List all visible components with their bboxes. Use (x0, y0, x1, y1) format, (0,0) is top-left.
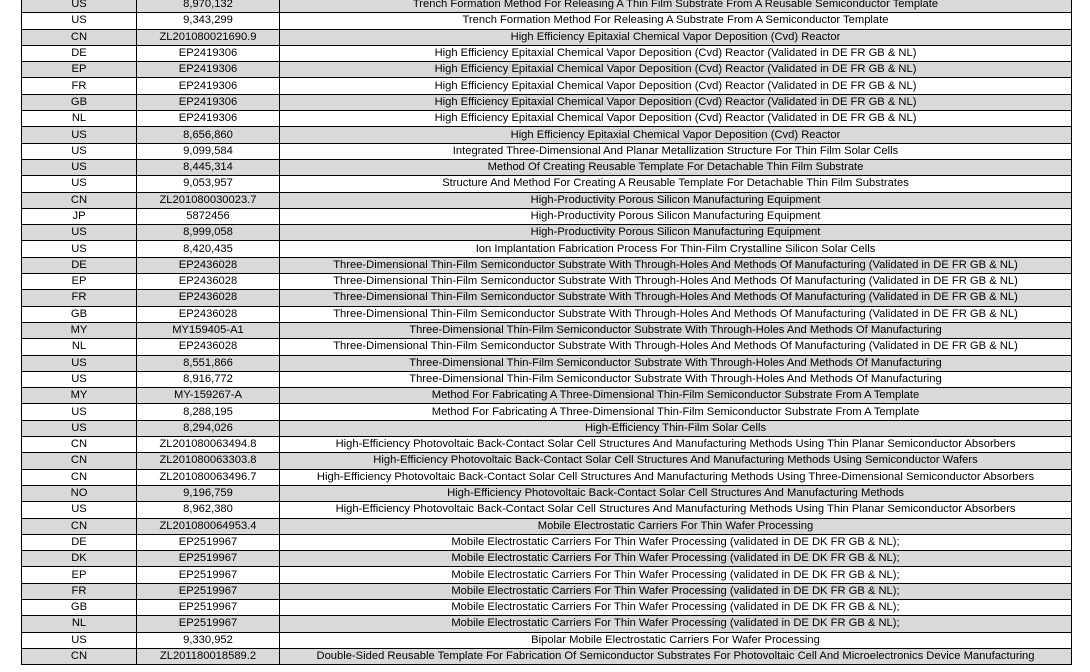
patent-number-cell: EP2419306 (137, 62, 280, 78)
patent-title-cell: Double-Sided Reusable Template For Fabrication Of Semiconductor Substrates For Photovoltaic Cell And Microelectronics Device Manufacturing (280, 648, 1072, 664)
table-row (22, 111, 1072, 127)
patent-number-cell: 9,099,584 (137, 143, 280, 159)
country-cell: CN (22, 469, 137, 485)
table-row (22, 437, 1072, 453)
patent-number-cell: EP2419306 (137, 45, 280, 61)
country-cell: DE (22, 45, 137, 61)
country-cell: US (22, 159, 137, 175)
patent-number-cell: EP2519967 (137, 616, 280, 632)
country-cell: US (22, 404, 137, 420)
table-row (22, 143, 1072, 159)
country-cell: EP (22, 567, 137, 583)
country-cell: DE (22, 534, 137, 550)
patent-number-cell: EP2519967 (137, 551, 280, 567)
patent-title-cell: High-Efficiency Photovoltaic Back-Contact Solar Cell Structures And Manufacturing Methods Using Thin Planar Semiconductor Absorbers (280, 502, 1072, 518)
table-row (22, 469, 1072, 485)
table-row (22, 274, 1072, 290)
patent-title-cell: Mobile Electrostatic Carriers For Thin Wafer Processing (validated in DE DK FR GB & NL); (280, 567, 1072, 583)
patent-number-cell: ZL201080063496.7 (137, 469, 280, 485)
patent-title-cell: High-Efficiency Photovoltaic Back-Contact Solar Cell Structures And Manufacturing Methods Using Thin Planar Semiconductor Absorbers (280, 437, 1072, 453)
country-cell: US (22, 225, 137, 241)
patent-number-cell: EP2436028 (137, 257, 280, 273)
patent-title-cell: Structure And Method For Creating A Reusable Template For Detachable Thin Film Substrates (280, 176, 1072, 192)
patent-title-cell: Ion Implantation Fabrication Process For Thin-Film Crystalline Silicon Solar Cells (280, 241, 1072, 257)
country-cell: NO (22, 485, 137, 501)
patent-title-cell: Method Of Creating Reusable Template For Detachable Thin Film Substrate (280, 159, 1072, 175)
patent-number-cell: 8,656,860 (137, 127, 280, 143)
patent-number-cell: 8,999,058 (137, 225, 280, 241)
table-row (22, 45, 1072, 61)
table-row (22, 62, 1072, 78)
country-cell: DE (22, 257, 137, 273)
patent-number-cell: EP2519967 (137, 534, 280, 550)
patent-title-cell: Three-Dimensional Thin-Film Semiconductor Substrate With Through-Holes And Methods Of Manufacturing (Validated in DE FR GB & NL) (280, 290, 1072, 306)
country-cell: FR (22, 583, 137, 599)
table-row (22, 290, 1072, 306)
patent-title-cell: High-Efficiency Photovoltaic Back-Contact Solar Cell Structures And Manufacturing Methods (280, 485, 1072, 501)
patent-number-cell: 8,551,866 (137, 355, 280, 371)
patent-title-cell: Three-Dimensional Thin-Film Semiconductor Substrate With Through-Holes And Methods Of Manufacturing (280, 322, 1072, 338)
patent-number-cell: 8,294,026 (137, 420, 280, 436)
table-row (22, 127, 1072, 143)
country-cell: US (22, 0, 137, 13)
patent-title-cell: Method For Fabricating A Three-Dimensional Thin-Film Semiconductor Substrate From A Template (280, 404, 1072, 420)
patent-title-cell: High-Productivity Porous Silicon Manufacturing Equipment (280, 208, 1072, 224)
patent-title-cell: Three-Dimensional Thin-Film Semiconductor Substrate With Through-Holes And Methods Of Manufacturing (280, 355, 1072, 371)
table-row (22, 648, 1072, 664)
country-cell: US (22, 371, 137, 387)
patent-number-cell: EP2436028 (137, 339, 280, 355)
patent-title-cell: Three-Dimensional Thin-Film Semiconductor Substrate With Through-Holes And Methods Of Manufacturing (Validated in DE FR GB & NL) (280, 339, 1072, 355)
patent-number-cell: 8,962,380 (137, 502, 280, 518)
table-row (22, 306, 1072, 322)
table-row (22, 420, 1072, 436)
table-row (22, 485, 1072, 501)
patent-number-cell: EP2519967 (137, 599, 280, 615)
patent-number-cell: MY159405-A1 (137, 322, 280, 338)
table-row (22, 599, 1072, 615)
patent-number-cell: ZL201080063494.8 (137, 437, 280, 453)
patent-number-cell: 9,343,299 (137, 13, 280, 29)
patent-title-cell: High-Productivity Porous Silicon Manufacturing Equipment (280, 225, 1072, 241)
country-cell: FR (22, 78, 137, 94)
country-cell: GB (22, 306, 137, 322)
patent-number-cell: 5872456 (137, 208, 280, 224)
table-row (22, 208, 1072, 224)
country-cell: CN (22, 437, 137, 453)
table-row (22, 176, 1072, 192)
table-row (22, 78, 1072, 94)
table-row (22, 567, 1072, 583)
table-row (22, 388, 1072, 404)
country-cell: NL (22, 111, 137, 127)
country-cell: US (22, 176, 137, 192)
patent-number-cell: EP2419306 (137, 94, 280, 110)
patent-number-cell: EP2519967 (137, 583, 280, 599)
table-row (22, 13, 1072, 29)
table-row (22, 502, 1072, 518)
patent-title-cell: High Efficiency Epitaxial Chemical Vapor Deposition (Cvd) Reactor (Validated in DE FR GB & NL) (280, 111, 1072, 127)
patent-number-cell: 8,420,435 (137, 241, 280, 257)
patent-number-cell: 9,330,952 (137, 632, 280, 648)
patent-title-cell: High Efficiency Epitaxial Chemical Vapor Deposition (Cvd) Reactor (Validated in DE FR GB & NL) (280, 45, 1072, 61)
patent-title-cell: High Efficiency Epitaxial Chemical Vapor Deposition (Cvd) Reactor (Validated in DE FR GB & NL) (280, 78, 1072, 94)
patent-number-cell: ZL201080030023.7 (137, 192, 280, 208)
country-cell: FR (22, 290, 137, 306)
patent-title-cell: Three-Dimensional Thin-Film Semiconductor Substrate With Through-Holes And Methods Of Manufacturing (Validated in DE FR GB & NL) (280, 274, 1072, 290)
patent-number-cell: 8,970,132 (137, 0, 280, 13)
country-cell: MY (22, 322, 137, 338)
country-cell: US (22, 420, 137, 436)
patent-title-cell: Mobile Electrostatic Carriers For Thin Wafer Processing (validated in DE DK FR GB & NL); (280, 534, 1072, 550)
patent-number-cell: ZL201080064953.4 (137, 518, 280, 534)
table-row (22, 339, 1072, 355)
patent-title-cell: High-Efficiency Photovoltaic Back-Contact Solar Cell Structures And Manufacturing Methods Using Three-Dimensional Semiconductor Absorbers (280, 469, 1072, 485)
patent-title-cell: Mobile Electrostatic Carriers For Thin Wafer Processing (validated in DE DK FR GB & NL); (280, 616, 1072, 632)
country-cell: US (22, 143, 137, 159)
table-row (22, 518, 1072, 534)
country-cell: GB (22, 599, 137, 615)
patent-title-cell: Integrated Three-Dimensional And Planar Metallization Structure For Thin Film Solar Cells (280, 143, 1072, 159)
patent-number-cell: 8,916,772 (137, 371, 280, 387)
patent-title-cell: High-Productivity Porous Silicon Manufacturing Equipment (280, 192, 1072, 208)
patent-number-cell: MY-159267-A (137, 388, 280, 404)
table-row (22, 0, 1072, 13)
table-row (22, 583, 1072, 599)
table-row (22, 551, 1072, 567)
table-row (22, 534, 1072, 550)
patent-number-cell: ZL201180018589.2 (137, 648, 280, 664)
patent-number-cell: EP2436028 (137, 306, 280, 322)
patent-table (21, 0, 1072, 665)
patent-title-cell: High Efficiency Epitaxial Chemical Vapor Deposition (Cvd) Reactor (Validated in DE FR GB & NL) (280, 62, 1072, 78)
patent-number-cell: 9,196,759 (137, 485, 280, 501)
table-row (22, 257, 1072, 273)
patent-title-cell: High-Efficiency Photovoltaic Back-Contact Solar Cell Structures And Manufacturing Methods Using Semiconductor Wafers (280, 453, 1072, 469)
patent-number-cell: EP2519967 (137, 567, 280, 583)
country-cell: GB (22, 94, 137, 110)
table-row (22, 159, 1072, 175)
patent-title-cell: Three-Dimensional Thin-Film Semiconductor Substrate With Through-Holes And Methods Of Manufacturing (Validated in DE FR GB & NL) (280, 257, 1072, 273)
patent-title-cell: Mobile Electrostatic Carriers For Thin Wafer Processing (validated in DE DK FR GB & NL); (280, 599, 1072, 615)
patent-number-cell: ZL201080063303.8 (137, 453, 280, 469)
table-row (22, 632, 1072, 648)
patent-title-cell: Trench Formation Method For Releasing A Thin Film Substrate From A Reusable Semiconductor Template (280, 0, 1072, 13)
country-cell: CN (22, 453, 137, 469)
country-cell: CN (22, 29, 137, 45)
country-cell: NL (22, 616, 137, 632)
patent-title-cell: Three-Dimensional Thin-Film Semiconductor Substrate With Through-Holes And Methods Of Manufacturing (280, 371, 1072, 387)
patent-title-cell: Trench Formation Method For Releasing A Substrate From A Semiconductor Template (280, 13, 1072, 29)
patent-number-cell: EP2436028 (137, 274, 280, 290)
patent-number-cell: EP2419306 (137, 78, 280, 94)
patent-title-cell: Mobile Electrostatic Carriers For Thin Wafer Processing (validated in DE DK FR GB & NL); (280, 551, 1072, 567)
patent-title-cell: Mobile Electrostatic Carriers For Thin Wafer Processing (validated in DE DK FR GB & NL); (280, 583, 1072, 599)
table-row (22, 94, 1072, 110)
patent-title-cell: Bipolar Mobile Electrostatic Carriers For Wafer Processing (280, 632, 1072, 648)
patent-title-cell: High Efficiency Epitaxial Chemical Vapor Deposition (Cvd) Reactor (280, 29, 1072, 45)
country-cell: CN (22, 648, 137, 664)
country-cell: US (22, 127, 137, 143)
country-cell: CN (22, 518, 137, 534)
patent-title-cell: High-Efficiency Thin-Film Solar Cells (280, 420, 1072, 436)
patent-table-body (22, 0, 1072, 665)
patent-title-cell: High Efficiency Epitaxial Chemical Vapor Deposition (Cvd) Reactor (Validated in DE FR GB & NL) (280, 94, 1072, 110)
table-row (22, 29, 1072, 45)
patent-title-cell: Three-Dimensional Thin-Film Semiconductor Substrate With Through-Holes And Methods Of Manufacturing (Validated in DE FR GB & NL) (280, 306, 1072, 322)
country-cell: MY (22, 388, 137, 404)
country-cell: US (22, 355, 137, 371)
table-row (22, 355, 1072, 371)
country-cell: US (22, 13, 137, 29)
country-cell: US (22, 241, 137, 257)
country-cell: US (22, 502, 137, 518)
patent-number-cell: EP2436028 (137, 290, 280, 306)
country-cell: NL (22, 339, 137, 355)
country-cell: JP (22, 208, 137, 224)
country-cell: CN (22, 192, 137, 208)
table-row (22, 322, 1072, 338)
patent-title-cell: Method For Fabricating A Three-Dimensional Thin-Film Semiconductor Substrate From A Template (280, 388, 1072, 404)
patent-number-cell: EP2419306 (137, 111, 280, 127)
table-row (22, 371, 1072, 387)
patent-number-cell: 9,053,957 (137, 176, 280, 192)
country-cell: DK (22, 551, 137, 567)
patent-title-cell: Mobile Electrostatic Carriers For Thin Wafer Processing (280, 518, 1072, 534)
patent-title-cell: High Efficiency Epitaxial Chemical Vapor Deposition (Cvd) Reactor (280, 127, 1072, 143)
country-cell: US (22, 632, 137, 648)
table-row (22, 404, 1072, 420)
table-row (22, 616, 1072, 632)
country-cell: EP (22, 62, 137, 78)
table-row (22, 192, 1072, 208)
patent-number-cell: ZL201080021690.9 (137, 29, 280, 45)
table-row (22, 453, 1072, 469)
patent-number-cell: 8,445,314 (137, 159, 280, 175)
patent-number-cell: 8,288,195 (137, 404, 280, 420)
table-row (22, 241, 1072, 257)
country-cell: EP (22, 274, 137, 290)
table-row (22, 225, 1072, 241)
